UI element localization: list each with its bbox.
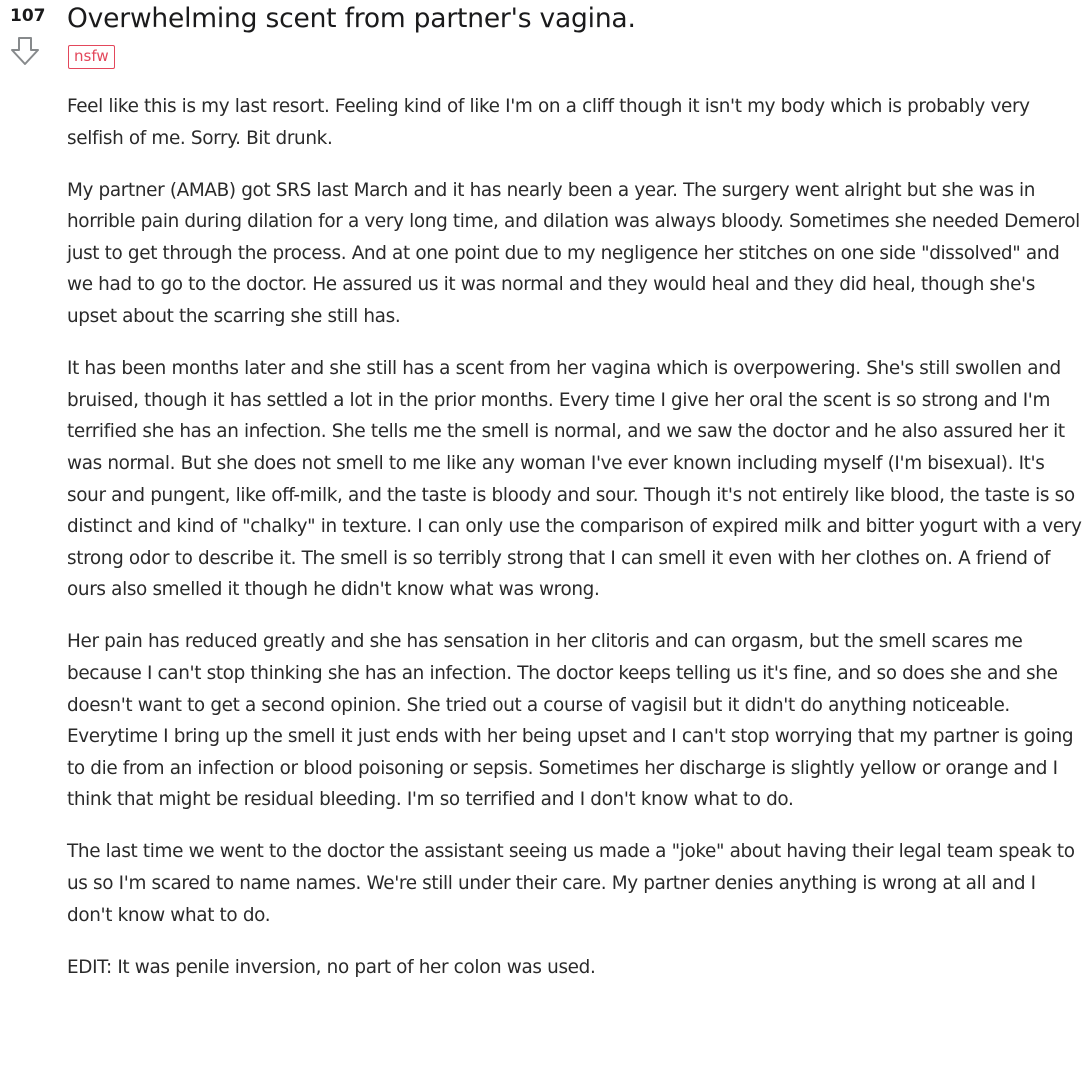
post-paragraph: Feel like this is my last resort. Feeling kind of like I'm on a cliff though it isn't my body which is probably very selfish of me. Sorry. Bit drunk. <box>67 96 1030 149</box>
post-paragraph: It has been months later and she still has a scent from her vagina which is overpowering. She's still swollen and bruised, though it has settled a lot in the prior months. Every time I give her oral the scent is so strong and I'm terrified she has an infection. She tells me the smell is normal, and we saw the doctor and he also assured her it was normal. But she does not smell to me like any woman I've ever known including myself (I'm bisexual). It's sour and pungent, like off-milk, and the taste is bloody and sour. Though it's not entirely like blood, the taste is so distinct and kind of "chalky" in texture. I can only use the comparison of expired milk and bitter yogurt with a very strong odor to describe it. The smell is so terribly strong that I can smell it even with her clothes on. A friend of ours also smelled it though he didn't know what was wrong. <box>67 358 1082 601</box>
downvote-button[interactable] <box>10 35 40 67</box>
nsfw-badge: nsfw <box>68 45 115 69</box>
downvote-arrow-icon <box>10 35 40 67</box>
post-paragraph: My partner (AMAB) got SRS last March and it has nearly been a year. The surgery went alright but she was in horrible pain during dilation for a very long time, and dilation was always bloody. Sometimes she needed Demerol just to get through the process. And at one point due to my negligence her stitches on one side "dissolved" and we had to go to the doctor. He assured us it was normal and they would heal and they did heal, though she's upset about the scarring she still has. <box>67 179 1080 328</box>
post-score: 107 <box>10 6 46 26</box>
post-container <box>67 0 1085 1004</box>
post-paragraph: The last time we went to the doctor the assistant seeing us made a "joke" about having their legal team speak to us so I'm scared to name names. We're still under their care. My partner denies anything is wrong at all and I don't know what to do. <box>67 841 1075 926</box>
post-title[interactable]: Overwhelming scent from partner's vagina. <box>67 3 636 34</box>
post-paragraph: EDIT: It was penile inversion, no part of her colon was used. <box>67 956 596 978</box>
post-paragraph: Her pain has reduced greatly and she has sensation in her clitoris and can orgasm, but the smell scares me because I can't stop thinking she has an infection. The doctor keeps telling us it's fine, and so does she and she doesn't want to get a second opinion. She tried out a course of vagisil but it didn't do anything noticeable. Everytime I bring up the smell it just ends with her being upset and I can't stop worrying that my partner is going to die from an infection or blood poisoning or sepsis. Sometimes her discharge is slightly yellow or orange and I think that might be residual bleeding. I'm so terrified and I don't know what to do. <box>67 631 1074 811</box>
post-body <box>67 91 1085 983</box>
